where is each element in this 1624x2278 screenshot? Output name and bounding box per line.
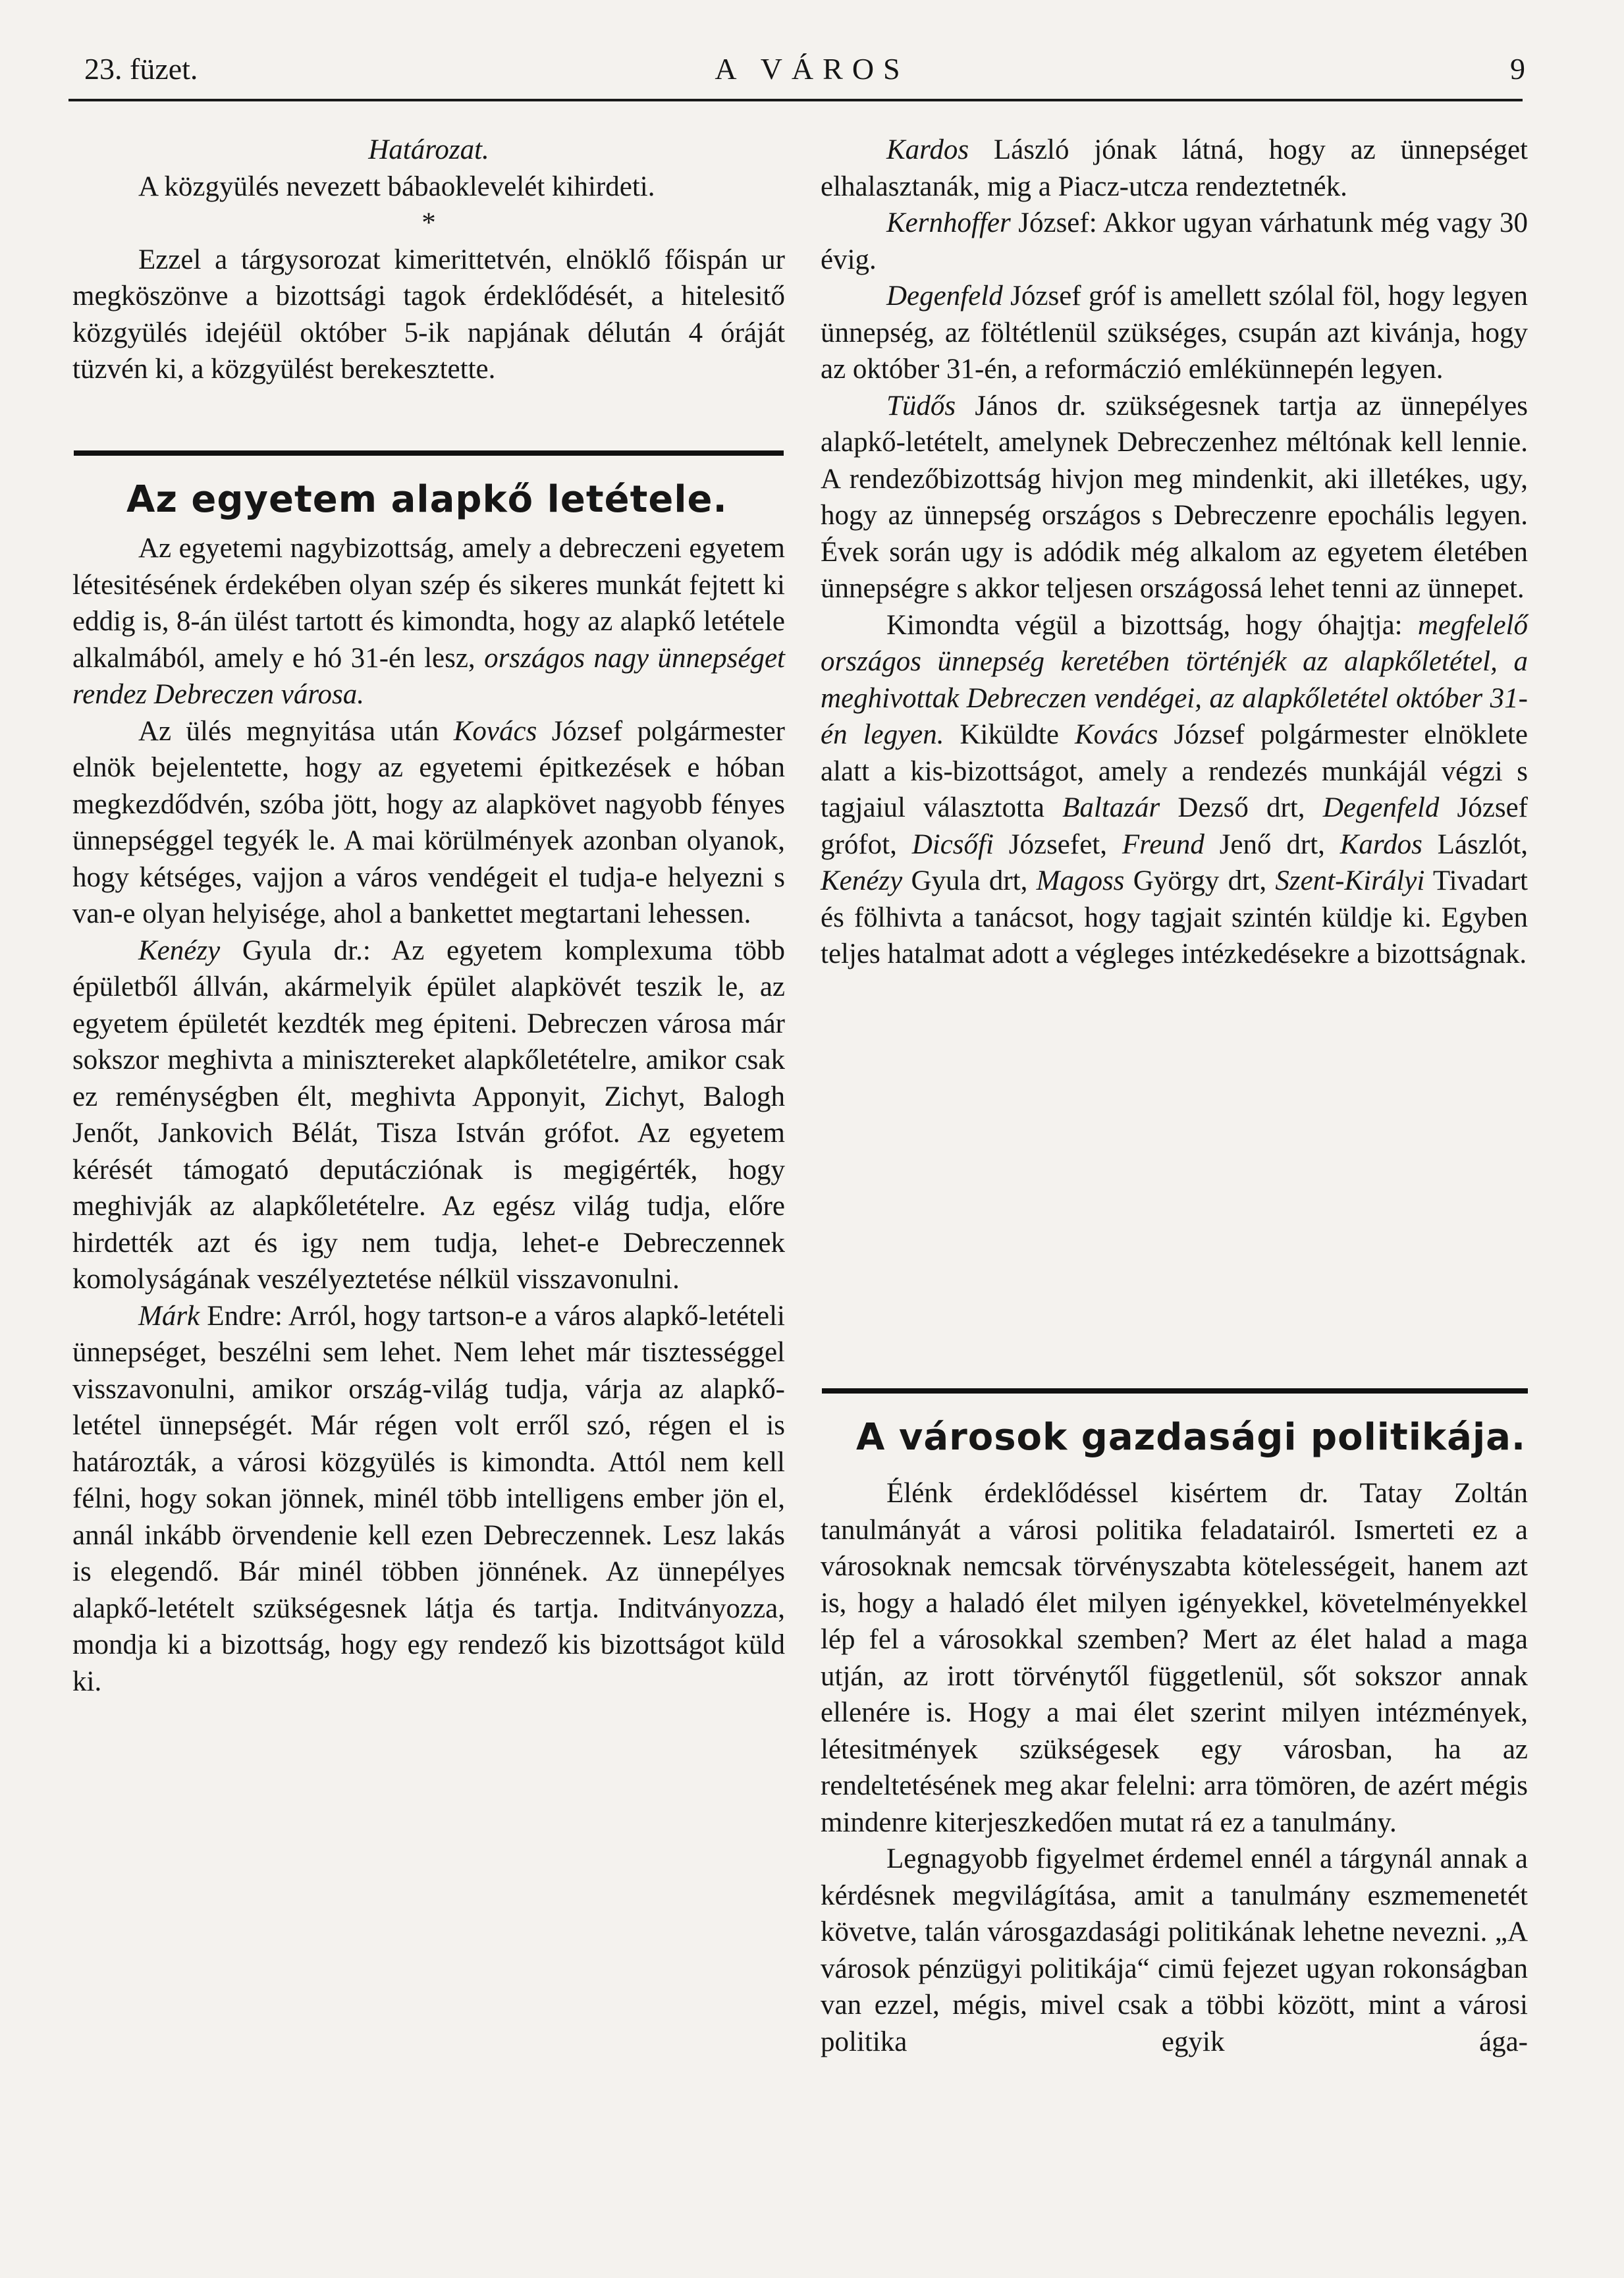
- text: József grófot,: [821, 792, 1528, 860]
- text: József: Akkor ugyan várhatunk még vagy 30 évig.: [821, 207, 1528, 275]
- paragraph: [72, 1298, 785, 1700]
- text: *: [421, 207, 436, 238]
- italic-text: Kernhoffer: [886, 207, 1011, 238]
- text: Kimondta végül a bizottság, hogy óhajtja:: [886, 609, 1418, 641]
- paragraph: [72, 169, 785, 205]
- italic-text: Magoss: [1036, 865, 1125, 896]
- italic-text: Freund: [1122, 828, 1204, 860]
- italic-text: Kovács: [1074, 719, 1158, 750]
- text: József polgármester elnöklete alatt a kis-bizottságot, amely a rendezés munkájál végzi s tagjaiul választotta: [821, 719, 1528, 823]
- italic-text: Szent-Királyi: [1275, 865, 1425, 896]
- italic-text: Degenfeld: [1322, 792, 1440, 823]
- text: Élénk érdeklődéssel kisértem dr. Tatay Zoltán tanulmányát a városi politika feladatairól. Ismerteti ez a városoknak nemcsak törvényszabta kötelességeit, hanem azt is, hogy a haladó élet milyen igényekkel, követelményekkel lép fel a városokkal szemben? Mert az élet halad a maga utján, az irott törvénytől függetlenül, sőt sokszor annak ellenére is. Hogy a mai élet szerint milyen intézmények, létesitmények szükségesek egy városban, ha az rendeltetésének meg akar felelni: arra tömören, de azért mégis mindenre kiterjeszkedően mutat rá ez a tanulmány.: [821, 1478, 1528, 1838]
- text: Az ülés megnyitása után: [138, 715, 454, 747]
- text: Dezső drt,: [1160, 792, 1323, 823]
- article-heading: A városok gazdasági politikája.: [856, 1416, 1527, 1459]
- paragraph: [821, 205, 1528, 278]
- italic-text: Baltazár: [1062, 792, 1160, 823]
- text: László jónak látná, hogy az ünnepséget elhalasztanák, mig a Piacz-utcza rendeztetnék.: [821, 134, 1528, 202]
- italic-text: Dicsőfi: [911, 828, 994, 860]
- italic-text: megfelelő országos ünnepség keretében történjék az alapkőletétel, a meghivottak Debreczen vendégei, az alapkőletétel október 31-én legyen.: [821, 609, 1528, 750]
- text: Józsefet,: [993, 828, 1122, 860]
- text: Gyula drt,: [902, 865, 1037, 896]
- paragraph: [72, 205, 785, 242]
- paragraph: [821, 1475, 1528, 1841]
- italic-text: Kenézy: [138, 935, 221, 966]
- paragraph: [72, 132, 785, 169]
- right-column-top: [821, 132, 1528, 973]
- section-divider: [74, 450, 784, 456]
- italic-text: Márk: [138, 1300, 200, 1332]
- text: János dr. szükségesnek tartja az ünnepélyes alapkő-letételt, amelynek Debreczenhez méltónak kell lennie. A rendezőbizottság hivjon meg mindenkit, aki illetékes, ugy, hogy az ünnepség országos s Debreczenre epochális legyen. Évek során ugy is adódik még alkalom az egyetem életében ünnepségre s akkor teljesen országossá lehet tenni az ünnepet.: [821, 390, 1528, 604]
- text: Gyula dr.: Az egyetem komplexuma több épületből állván, akármelyik épület alapkövét teszik le, az egyetem épületét kezdték meg épiteni. Debreczen városa már sokszor meghivta a minisztereket alapkőletételre, amikor csak ez reménységben élt, meghivta Apponyit, Zichyt, Balogh Jenőt, Jankovich Bélát, Tisza István grófot. Az egyetem kérését támogató deputácziónak is megigérték, hogy meghivják az alapkőletételre. Az egész világ tudja, előre hirdették azt és igy nem tudja, lehet-e Debreczennek komolyságának veszélyeztetése nélkül visszavonulni.: [72, 935, 785, 1295]
- paragraph: [821, 388, 1528, 607]
- paragraph: [821, 278, 1528, 388]
- issue-number: 23. füzet.: [84, 52, 198, 86]
- text: Tivadart és fölhivta a tanácsot, hogy tagjait szintén küldje ki. Egyben teljes hatalmat adott a végleges intézkedésekre a bizottságnak.: [821, 865, 1528, 969]
- italic-text: Degenfeld: [886, 281, 1003, 312]
- italic-text: országos nagy ünnepséget rendez Debreczen városa.: [72, 642, 785, 710]
- italic-text: Határozat.: [368, 134, 489, 165]
- text: Legnagyobb figyelmet érdemel ennél a tárgynál annak a kérdésnek megvilágítása, amit a tanulmány eszmemenetét követve, talán városgazdasági politikának lehetne nevezni. „A városok pénzügyi politikája“ cimü fejezet ugyan rokonságban van ezzel, mégis, mivel csak a többi között, mint a városi politika egyik ága-: [821, 1843, 1528, 2057]
- text: György drt,: [1124, 865, 1276, 896]
- paragraph: [72, 713, 785, 933]
- text: Lászlót,: [1422, 828, 1528, 860]
- text: Az egyetemi nagybizottság, amely a debreczeni egyetem létesitésének érdekében olyan szép és sikeres munkát fejtett ki eddig is, 8-án ülést tartott és kimondta, hogy az alapkő letétele alkalmából, amely e hó 31-én lesz,: [72, 533, 785, 674]
- text: József polgármester elnök bejelentette, hogy az egyetemi épitkezések e hóban megkezdődvén, szóba jött, hogy az alapkövet nagyobb fényes ünnepséggel tegyék le. A mai körülmények azonban olyanok, hogy kétséges, vajjon a város vendégeit el tudja-e helyezni s van-e olyan helyisége, ahol a bankettet megtartani lehessen.: [72, 715, 785, 929]
- article-heading: Az egyetem alapkő letétele.: [126, 478, 728, 521]
- text: Endre: Arról, hogy tartson-e a város alapkő-letételi ünnepséget, beszélni sem lehet. Nem lehet már tisztességgel visszavonulni, amikor ország-világ tudja, várja az alapkő-letétel ünnepségét. Már régen volt erről szó, régen el is határozták, a városi közgyülés is kimondta. Attól nem kell félni, hogy sokan jönnek, minél több intelligens ember jön el, annál inkább örvendenie kell ezen Debreczennek. Lesz lakás is elegendő. Bár minél többen jönnének. Az ünnepélyes alapkő-letételt szükségesnek látja és tartja. Inditványozza, mondja ki a bizottság, hogy egy rendező kis bizottságot küld ki.: [72, 1300, 785, 1697]
- text: József gróf is amellett szólal föl, hogy legyen ünnepség, az föltétlenül szükséges, csupán azt kivánja, hogy az október 31-én, a reformáczió emlékünnepén legyen.: [821, 281, 1528, 385]
- article-body-egyetem: [72, 530, 785, 1700]
- journal-title: A VÁROS: [715, 52, 909, 86]
- header-rule: [68, 99, 1523, 101]
- text: Jenő drt,: [1204, 828, 1340, 860]
- italic-text: Kardos: [1340, 828, 1422, 860]
- paragraph: [821, 607, 1528, 973]
- paragraph: [72, 242, 785, 388]
- left-column-top: [72, 132, 785, 388]
- paragraph: [72, 933, 785, 1298]
- italic-text: Kardos: [886, 134, 969, 165]
- italic-text: Kenézy: [821, 865, 903, 896]
- text: A közgyülés nevezett bábaoklevelét kihirdeti.: [138, 171, 655, 202]
- text: Ezzel a tárgysorozat kimerittetvén, elnöklő főispán ur megköszönve a bizottsági tagok érdeklődését, a hitelesitő közgyülés idejéül október 5-ik napjának délután 4 óráját tüzvén ki, a közgyülést berekesztette.: [72, 244, 785, 385]
- article-body-varosok: [821, 1475, 1528, 2060]
- text: Kiküldte: [944, 719, 1075, 750]
- italic-text: Kovács: [453, 715, 537, 747]
- italic-text: Tüdős: [886, 390, 956, 421]
- paragraph: [821, 132, 1528, 205]
- paragraph: [821, 1841, 1528, 2060]
- section-divider: [822, 1388, 1528, 1394]
- paragraph: [72, 530, 785, 713]
- page-number: 9: [1510, 52, 1525, 86]
